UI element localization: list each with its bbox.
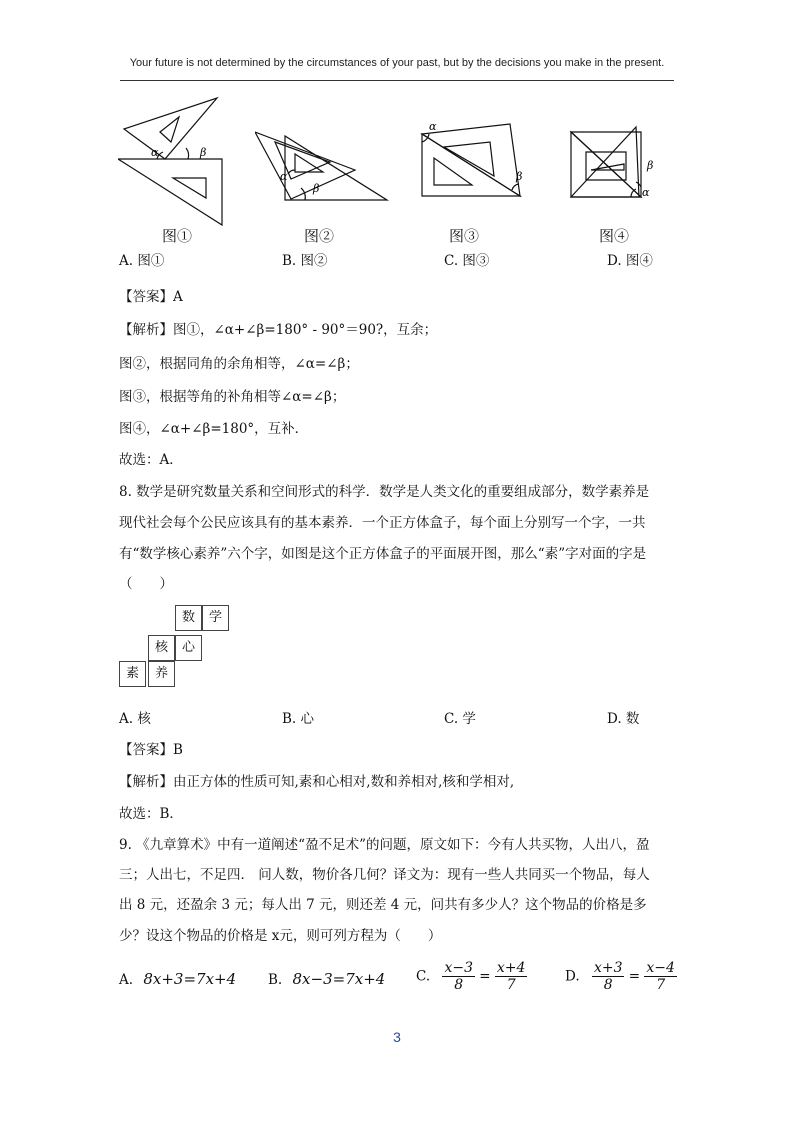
q7-answer: 【答案】A — [119, 289, 183, 305]
q9-option-c-left-fraction — [442, 960, 475, 993]
q7-option-a: A. 图① — [119, 253, 165, 269]
q9-option-d-left-numerator: x+3 — [593, 960, 623, 976]
net-cell-yang: 养 — [148, 661, 175, 687]
q9-option-d-label: D. — [565, 968, 580, 985]
figure-2-caption: 图② — [304, 227, 335, 245]
q7-choose: 故选：A． — [119, 452, 183, 468]
header-quote: Your future is not determined by the circumstances of your past, but by the decisions you make in the present. — [129, 57, 665, 69]
q7-option-b: B. 图② — [282, 253, 328, 269]
q9-option-b-equation: 8x−3=7x+4 — [292, 970, 386, 988]
q8-stem-line-3: 有“数学核心素养”六个字，如图是这个正方体盒子的平面展开图，那么“素”字对面的字是 — [119, 546, 647, 562]
figure-2-alpha: α — [280, 170, 288, 183]
q9-option-d-right-fraction — [644, 960, 677, 993]
q9-option-b — [268, 970, 385, 988]
q8-explain: 【解析】由正方体的性质可知,素和心相对,数和养相对,核和学相对, — [119, 774, 515, 790]
net-cell-shu: 数 — [175, 605, 202, 631]
figure-4-alpha: α — [642, 186, 650, 199]
q7-explain-2: 图②，根据同角的余角相等，∠α=∠β； — [119, 356, 359, 372]
q9-option-c-left-numerator: x−3 — [444, 960, 473, 976]
figure-2-diagram — [255, 92, 395, 212]
q9-option-d-equals: = — [628, 968, 641, 985]
figure-3-beta: β — [516, 170, 523, 183]
q8-answer: 【答案】B — [119, 742, 183, 758]
net-cell-xin: 心 — [175, 635, 202, 661]
q9-option-c-right-denominator: 7 — [506, 977, 516, 993]
q9-option-c-right-fraction — [495, 960, 528, 993]
q8-option-b: B. 心 — [282, 711, 315, 727]
q9-option-a — [119, 970, 236, 988]
figure-3-caption: 图③ — [449, 227, 480, 245]
q9-option-b-label: B. — [268, 972, 283, 988]
q9-option-d-left-fraction — [592, 960, 625, 993]
q9-stem-line-4: 少？设这个物品的价格是 x元，则可列方程为（ ） — [119, 928, 442, 944]
figure-2-beta: β — [313, 182, 320, 195]
q9-option-c — [416, 960, 527, 993]
figure-3-diagram — [420, 92, 535, 207]
q7-explain-1: 【解析】图①，∠α+∠β=180° - 90°＝90?，互余； — [119, 322, 438, 338]
figure-1-caption: 图① — [162, 227, 193, 245]
q9-option-d-right-denominator: 7 — [656, 977, 666, 993]
q9-stem-line-2: 三；人出七，不足四． 问人数，物价各几何？译文为：现有一些人共同买一个物品，每人 — [119, 867, 650, 883]
header-rule — [120, 80, 674, 81]
figure-4-caption: 图④ — [599, 227, 630, 245]
q8-stem-line-1: 8. 数学是研究数量关系和空间形式的科学．数学是人类文化的重要组成部分，数学素养是 — [119, 484, 650, 500]
page-number: 3 — [393, 1029, 401, 1045]
figure-1-beta: β — [200, 146, 207, 159]
q8-option-d: D. 数 — [607, 711, 640, 727]
q9-stem-line-1: 9. 《九章算术》中有一道阐述“盈不足术”的问题，原文如下：今有人共买物，人出八，盈 — [119, 837, 650, 853]
figure-1-diagram — [118, 92, 228, 227]
net-cell-xue: 学 — [202, 605, 229, 631]
q8-option-a: A. 核 — [119, 711, 151, 727]
q7-explain-3: 图③，根据等角的补角相等∠α=∠β； — [119, 389, 346, 405]
q7-option-c: C. 图③ — [444, 253, 490, 269]
q9-option-d — [565, 960, 677, 993]
q7-option-d: D. 图④ — [607, 253, 653, 269]
q9-option-d-right-numerator: x−4 — [646, 960, 675, 976]
q8-stem-line-4: （ ） — [119, 576, 173, 592]
figure-4-beta: β — [647, 159, 654, 172]
net-cell-su: 素 — [119, 661, 146, 687]
q9-option-c-left-denominator: 8 — [454, 977, 464, 993]
q9-option-c-right-numerator: x+4 — [496, 960, 526, 976]
q9-option-a-equation: 8x+3=7x+4 — [143, 970, 237, 988]
q8-option-c: C. 学 — [444, 711, 476, 727]
figure-4-diagram — [566, 92, 666, 207]
q9-stem-line-3: 出 8 元，还盈余 3 元；每人出 7 元，则还差 4 元，问共有多少人？这个物品的价格是多 — [119, 897, 647, 913]
figure-3-alpha: α — [429, 120, 437, 133]
figure-1-alpha: α — [151, 146, 159, 159]
q9-option-c-equals: = — [479, 968, 491, 985]
q8-choose: 故选：B． — [119, 806, 183, 822]
q9-option-c-label: C. — [416, 968, 431, 985]
q8-stem-line-2: 现代社会每个公民应该具有的基本素养．一个正方体盒子，每个面上分别写一个字，一共 — [119, 515, 646, 531]
q7-explain-4: 图④，∠α+∠β=180°，互补． — [119, 421, 309, 437]
q9-option-d-left-denominator: 8 — [603, 977, 613, 993]
q9-option-a-label: A. — [119, 972, 134, 988]
net-cell-he: 核 — [148, 635, 175, 661]
